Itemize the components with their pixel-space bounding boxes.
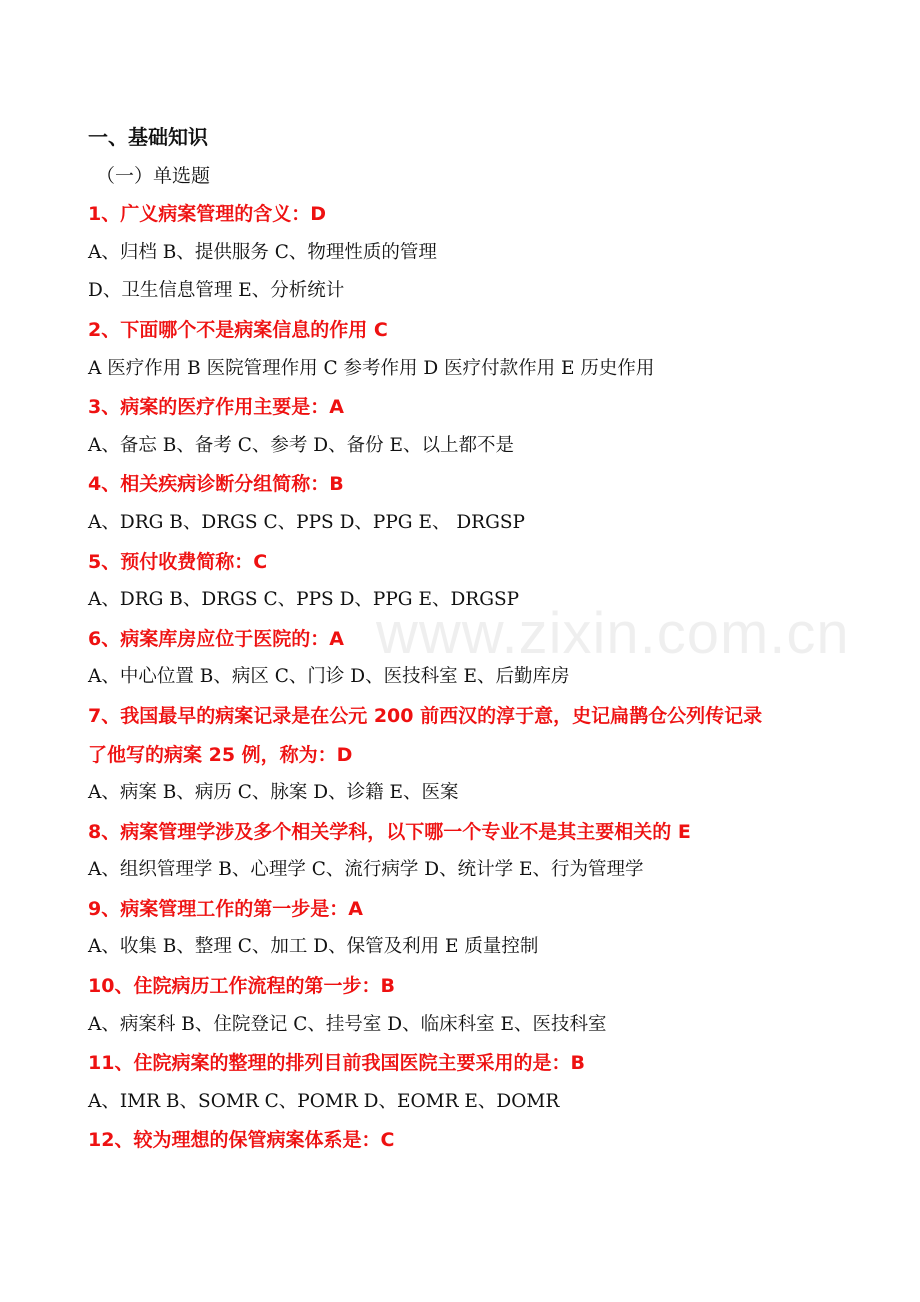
section-heading: 一、基础知识	[88, 125, 208, 149]
question-9: 9、病案管理工作的第一步是：A	[88, 897, 363, 920]
options-1b: D、卫生信息管理 E、分析统计	[88, 280, 345, 302]
options-7: A、病案 B、病历 C、脉案 D、诊籍 E、医案	[88, 782, 459, 804]
options-1a: A、归档 B、提供服务 C、物理性质的管理	[88, 241, 437, 263]
options-2: A 医疗作用 B 医院管理作用 C 参考作用 D 医疗付款作用 E 历史作用	[88, 357, 655, 379]
subsection-heading: （一）单选题	[96, 164, 211, 187]
options-5: A、DRG B、DRGS C、PPS D、PPG E、DRGSP	[88, 589, 520, 611]
question-10: 10、住院病历工作流程的第一步：B	[88, 975, 395, 998]
options-11: A、IMR B、SOMR C、POMR D、EOMR E、DOMR	[88, 1090, 560, 1112]
question-2: 2、下面哪个不是病案信息的作用 C	[88, 318, 388, 341]
options-4: A、DRG B、DRGS C、PPS D、PPG E、 DRGSP	[88, 511, 526, 533]
question-11: 11、住院病案的整理的排列目前我国医院主要采用的是：B	[88, 1052, 585, 1075]
question-8: 8、病案管理学涉及多个相关学科，以下哪一个专业不是其主要相关的 E	[88, 820, 691, 843]
options-10: A、病案科 B、住院登记 C、挂号室 D、临床科室 E、医技科室	[88, 1013, 607, 1035]
document-content	[88, 118, 858, 1160]
question-6: 6、病案库房应位于医院的：A	[88, 627, 344, 650]
question-5: 5、预付收费简称：C	[88, 550, 268, 573]
question-12: 12、较为理想的保管病案体系是：C	[88, 1129, 395, 1152]
options-6: A、中心位置 B、病区 C、门诊 D、医技科室 E、后勤库房	[88, 666, 570, 688]
watermark: www.zixin.com.cn	[376, 601, 850, 666]
question-7-part1: 7、我国最早的病案记录是在公元 200 前西汉的淳于意，史记扁鹊仓公列传记录	[88, 704, 763, 727]
question-3: 3、病案的医疗作用主要是：A	[88, 396, 344, 419]
options-9: A、收集 B、整理 C、加工 D、保管及利用 E 质量控制	[88, 936, 539, 958]
options-8: A、组织管理学 B、心理学 C、流行病学 D、统计学 E、行为管理学	[88, 859, 644, 881]
options-3: A、备忘 B、备考 C、参考 D、备份 E、以上都不是	[88, 434, 514, 456]
question-1: 1、广义病案管理的含义：D	[88, 203, 326, 226]
question-7-part2: 了他写的病案 25 例，称为：D	[88, 743, 353, 766]
question-4: 4、相关疾病诊断分组简称：B	[88, 473, 344, 496]
